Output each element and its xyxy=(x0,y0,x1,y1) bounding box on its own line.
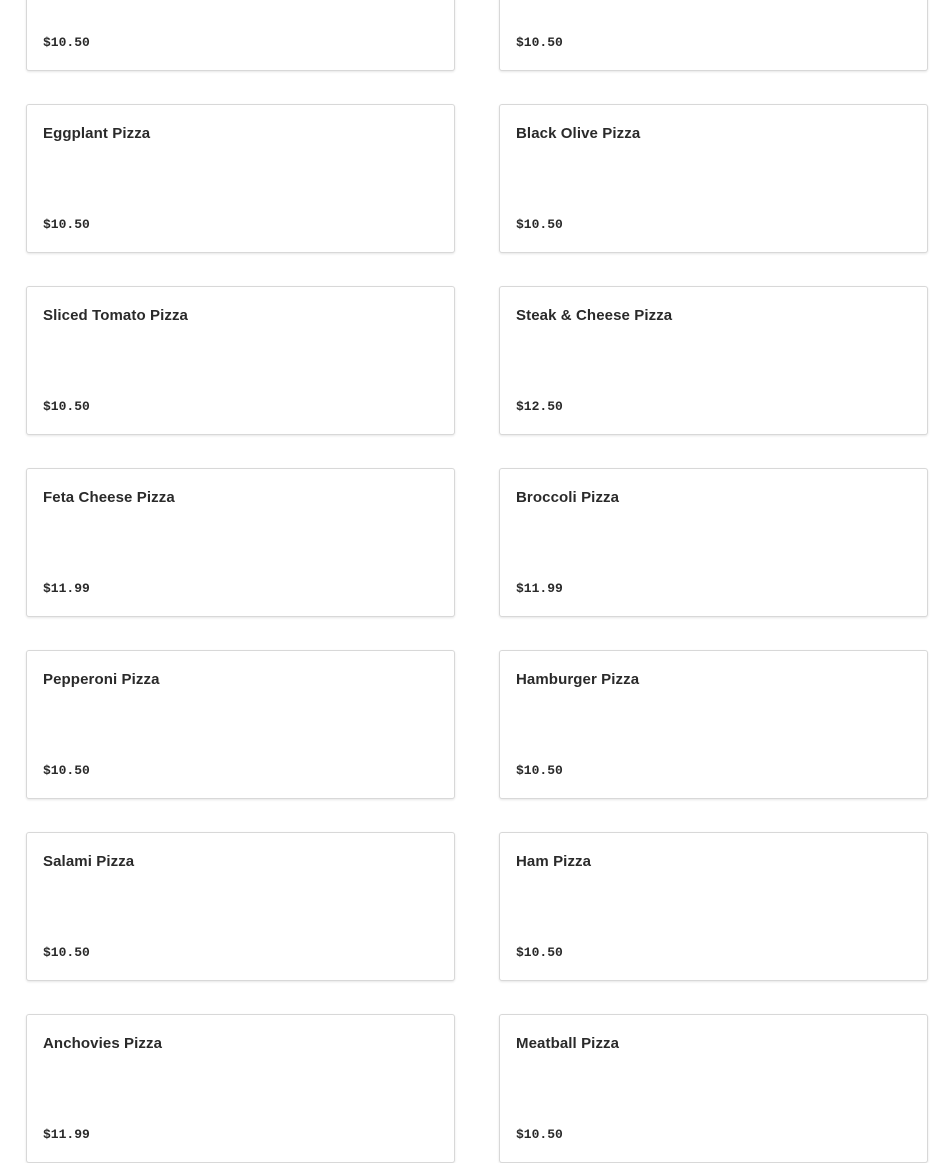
menu-item-price: $10.50 xyxy=(43,35,90,50)
menu-item-card[interactable] xyxy=(499,286,928,435)
menu-item-card[interactable] xyxy=(26,468,455,617)
menu-item-price: $12.50 xyxy=(516,399,563,414)
menu-item-price: $10.50 xyxy=(516,217,563,232)
menu-item-card[interactable] xyxy=(26,104,455,253)
menu-item-card[interactable] xyxy=(499,104,928,253)
menu-item-price: $10.50 xyxy=(43,217,90,232)
menu-item-name: Salami Pizza xyxy=(43,853,135,870)
menu-item-price: $11.99 xyxy=(516,581,563,596)
menu-item-name: Broccoli Pizza xyxy=(516,489,620,506)
menu-item-card[interactable] xyxy=(26,286,455,435)
menu-item-card[interactable] xyxy=(26,1014,455,1163)
menu-item-price: $10.50 xyxy=(516,763,563,778)
menu-item-name: Black Olive Pizza xyxy=(516,125,641,142)
menu-item-card[interactable] xyxy=(499,468,928,617)
menu-item-price: $10.50 xyxy=(43,945,90,960)
menu-item-card[interactable] xyxy=(499,832,928,981)
menu-item-grid xyxy=(26,0,928,1163)
menu-item-card[interactable] xyxy=(26,650,455,799)
menu-item-name: Hamburger Pizza xyxy=(516,671,640,688)
menu-item-price: $10.50 xyxy=(43,763,90,778)
menu-item-name: Anchovies Pizza xyxy=(43,1035,163,1052)
menu-item-name: Meatball Pizza xyxy=(516,1035,620,1052)
menu-item-card[interactable] xyxy=(499,0,928,71)
menu-item-price: $10.50 xyxy=(516,35,563,50)
menu-item-name: Eggplant Pizza xyxy=(43,125,151,142)
menu-item-card[interactable] xyxy=(26,832,455,981)
menu-item-card[interactable] xyxy=(499,650,928,799)
menu-item-price: $11.99 xyxy=(43,581,90,596)
menu-item-price: $10.50 xyxy=(516,945,563,960)
menu-item-name: Pepperoni Pizza xyxy=(43,671,160,688)
menu-item-price: $10.50 xyxy=(43,399,90,414)
menu-item-price: $11.99 xyxy=(43,1127,90,1142)
menu-item-price: $10.50 xyxy=(516,1127,563,1142)
menu-item-name: Ham Pizza xyxy=(516,853,592,870)
menu-item-card[interactable] xyxy=(499,1014,928,1163)
menu-item-card[interactable] xyxy=(26,0,455,71)
menu-item-name: Sliced Tomato Pizza xyxy=(43,307,188,324)
menu-item-name: Feta Cheese Pizza xyxy=(43,489,175,506)
menu-item-name: Steak & Cheese Pizza xyxy=(516,307,673,324)
